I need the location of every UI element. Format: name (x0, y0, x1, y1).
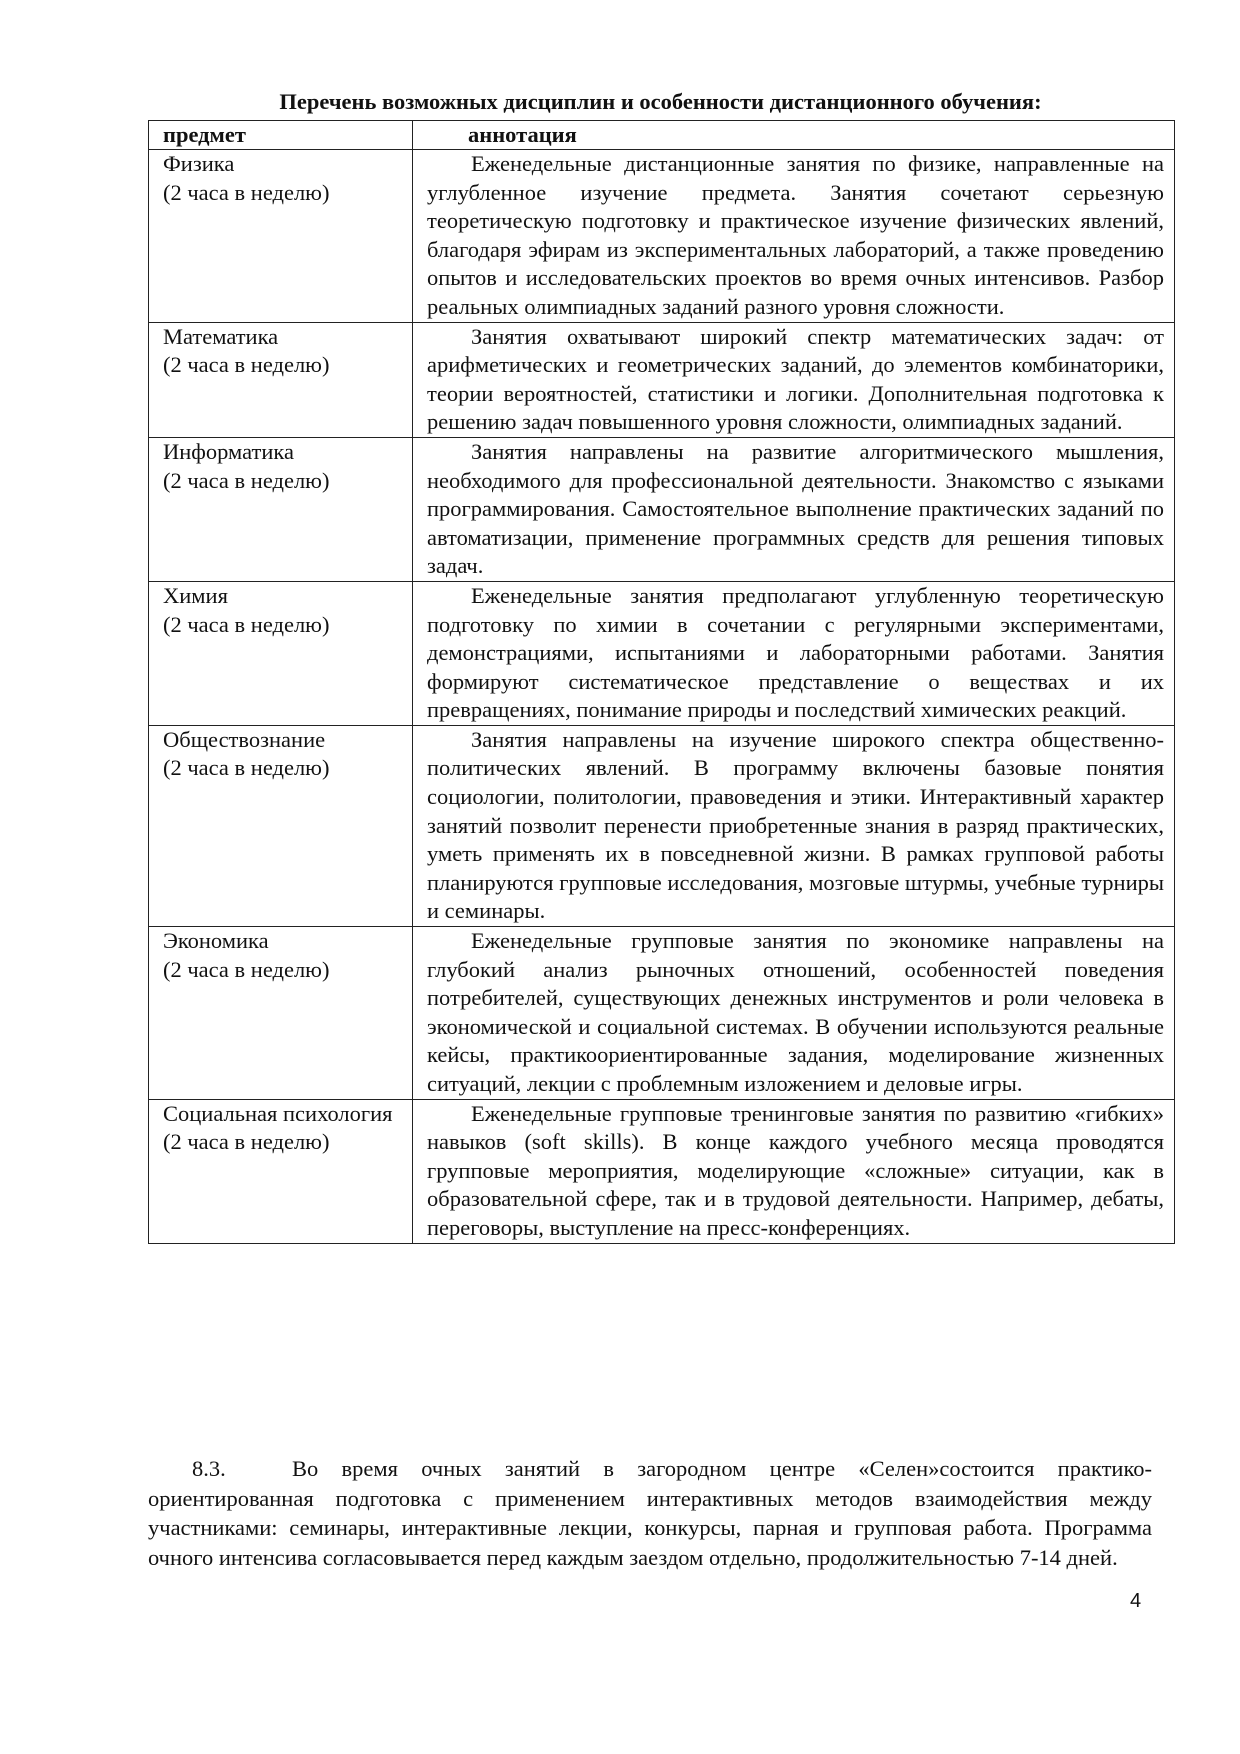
column-header-subject: предмет (149, 121, 413, 150)
subject-hours: (2 часа в неделю) (163, 956, 330, 982)
subject-cell (149, 1099, 413, 1243)
annotation-cell (413, 322, 1175, 437)
subject-cell (149, 437, 413, 581)
subject-name: Физика (163, 151, 235, 176)
annotation-cell (413, 725, 1175, 926)
table-row (149, 1099, 1175, 1243)
table-row (149, 927, 1175, 1100)
subject-name: Экономика (163, 928, 269, 954)
section-paragraph (148, 1454, 1152, 1572)
annotation-text: Занятия направлены на изучение широкого спектра общественно-политических явлений. В программу включены базовые понятия социологии, политологии, правоведения и этики. Интерактивный характер занятий позволит перенести приобретенные знания в разряд практических, уметь применять их в повседневной жизни. В рамках групповой работы планируются групповые исследования, мозговые штурмы, учебные турниры и семинары. (427, 726, 1164, 924)
subject-hours: (2 часа в неделю) (163, 1129, 330, 1155)
annotation-cell (413, 150, 1175, 323)
table-header-row (149, 121, 1175, 150)
table-row (149, 581, 1175, 725)
table-row (149, 437, 1175, 581)
table-row (149, 150, 1175, 323)
disciplines-table (148, 120, 1175, 1244)
column-header-annotation: аннотация (413, 121, 1175, 150)
paragraph-text: Во время очных занятий в загородном центре «Селен»состоится практико-ориентированная подготовка с применением интерактивных методов взаимодействия между участниками: семинары, интерактивные лекции, конкурсы, парная и групповая работа. Программа очного интенсива согласовывается перед каждым заездом отдельно, продолжительностью 7-14 дней. (148, 1456, 1152, 1570)
subject-cell (149, 927, 413, 1100)
table-row (149, 725, 1175, 926)
annotation-cell (413, 581, 1175, 725)
subject-cell (149, 150, 413, 323)
subject-name: Обществознание (163, 726, 326, 752)
annotation-text: Занятия охватывают широкий спектр математических задач: от арифметических и геометрических заданий, до элементов комбинаторики, теории вероятностей, статистики и логики. Дополнительная подготовка к решению задач повышенного уровня сложности, олимпиадных заданий. (427, 323, 1164, 435)
subject-name: Математика (163, 323, 279, 349)
annotation-cell (413, 1099, 1175, 1243)
subject-hours: (2 часа в неделю) (163, 352, 330, 378)
subject-cell (149, 322, 413, 437)
subject-name: Химия (163, 582, 228, 608)
annotation-cell (413, 927, 1175, 1100)
subject-name: Информатика (163, 438, 294, 464)
annotation-text: Еженедельные групповые тренинговые занятия по развитию «гибких» навыков (soft skills). В конце каждого учебного месяца проводятся групповые мероприятия, моделирующие «сложные» ситуации, как в образовательной сфере, так и в трудовой деятельности. Например, дебаты, переговоры, выступление на пресс-конференциях. (427, 1100, 1164, 1240)
page-number: 4 (1130, 1590, 1142, 1612)
subject-hours: (2 часа в неделю) (163, 611, 330, 637)
subject-name: Социальная психология (163, 1100, 393, 1126)
annotation-text: Занятия направлены на развитие алгоритмического мышления, необходимого для профессиональной деятельности. Знакомство с языками программирования. Самостоятельное выполнение практических заданий по автоматизации, применение программных средств для решения типовых задач. (427, 438, 1164, 579)
table-heading: Перечень возможных дисциплин и особенности дистанционного обучения: (279, 89, 1042, 114)
section-number: 8.3. (192, 1456, 226, 1481)
subject-cell (149, 725, 413, 926)
table-row (149, 322, 1175, 437)
subject-hours: (2 часа в неделю) (163, 467, 330, 493)
annotation-text: Еженедельные групповые занятия по экономике направлены на глубокий анализ рыночных отношений, особенностей поведения потребителей, существующих денежных инструментов и роли человека в экономической и социальной системах. В обучении используются реальные кейсы, практикоориентированные задания, моделирование жизненных ситуаций, лекции с проблемным изложением и деловые игры. (427, 928, 1164, 1096)
annotation-text: Еженедельные дистанционные занятия по физике, направленные на углубленное изучение предмета. Занятия сочетают серьезную теоретическую подготовку и практическое изучение физических явлений, благодаря эфирам из экспериментальных лабораторий, а также проведению опытов и исследовательских проектов во время очных интенсивов. Разбор реальных олимпиадных заданий разного уровня сложности. (427, 151, 1164, 319)
annotation-text: Еженедельные занятия предполагают углубленную теоретическую подготовку по химии в сочетании с регулярными экспериментами, демонстрациями, испытаниями и лабораторными работами. Занятия формируют систематическое представление о веществах и их превращениях, понимание природы и последствий химических реакций. (427, 582, 1164, 723)
subject-hours: (2 часа в неделю) (163, 755, 330, 781)
annotation-cell (413, 437, 1175, 581)
subject-hours: (2 часа в неделю) (163, 179, 330, 205)
subject-cell (149, 581, 413, 725)
